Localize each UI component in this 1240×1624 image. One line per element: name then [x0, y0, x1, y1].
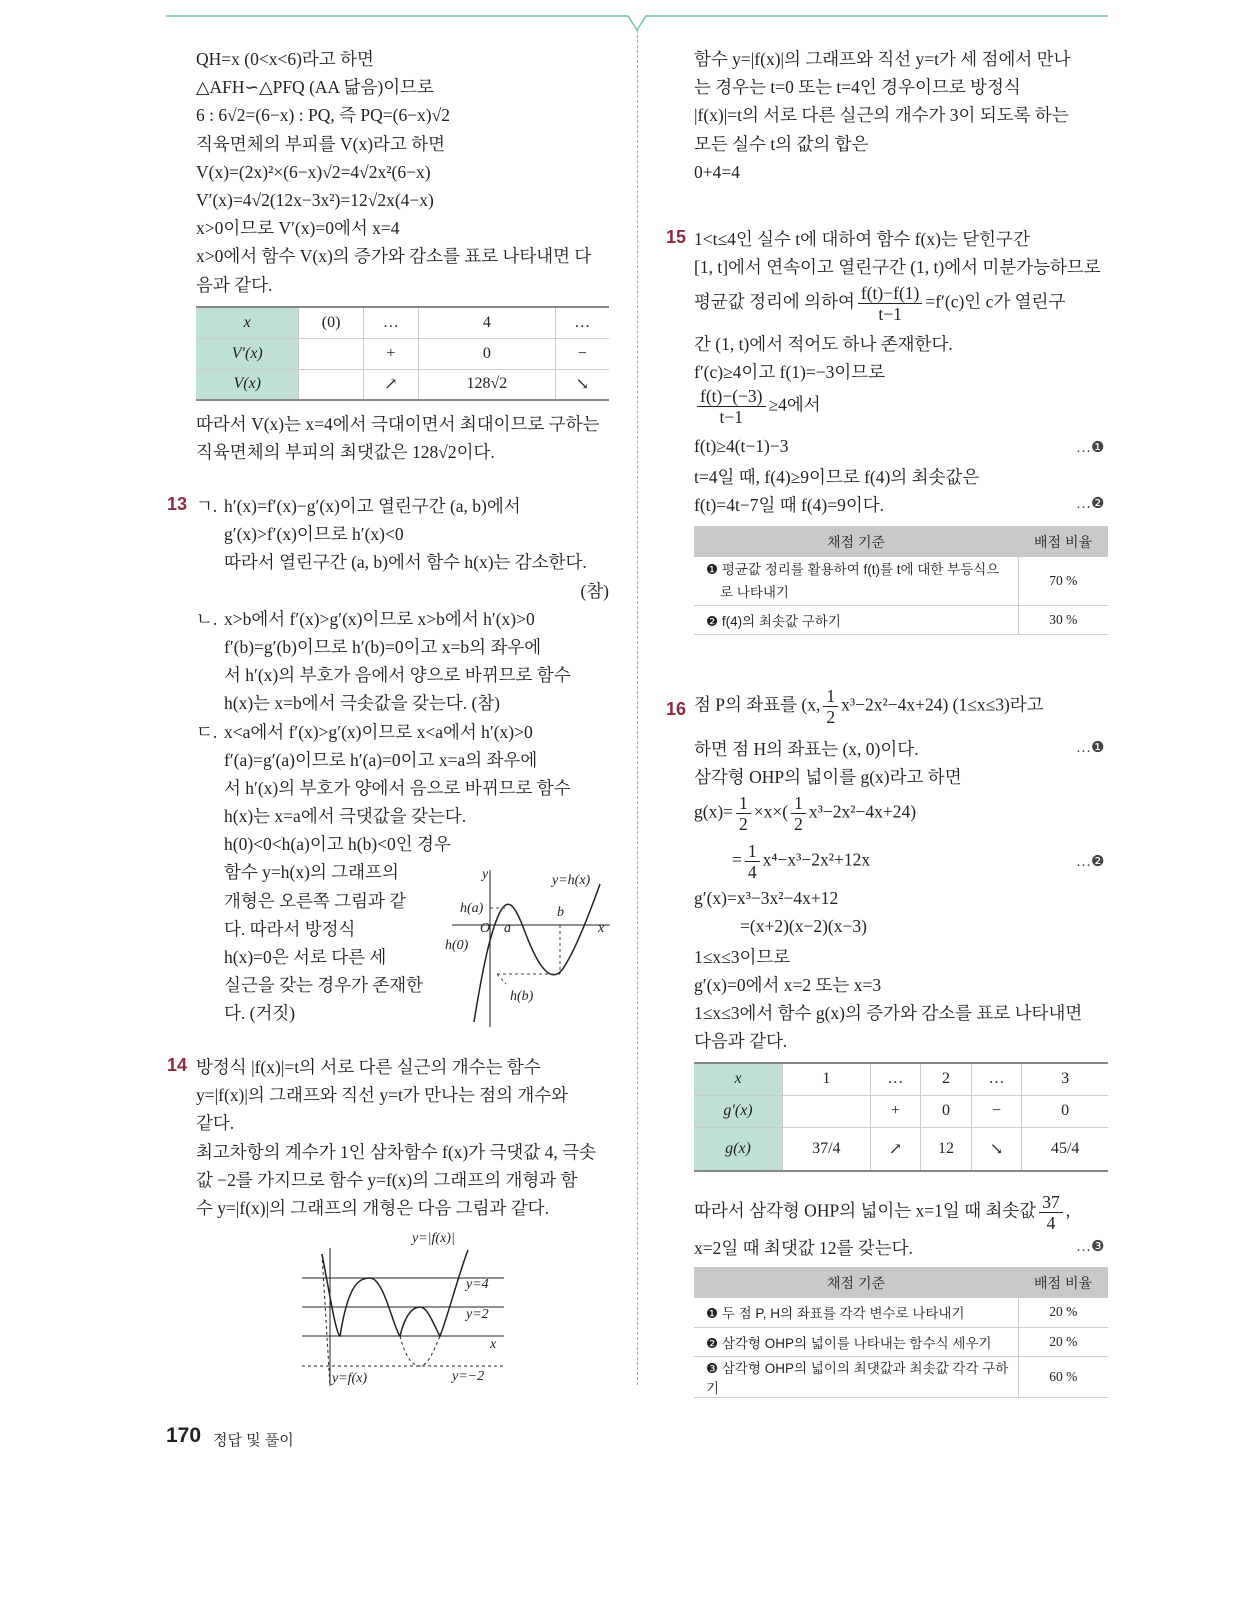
text-line: 수 y=|f(x)|의 그래프의 개형은 다음 그림과 같다.	[196, 1197, 549, 1218]
line: 하면 점 H의 좌표는 (x, 0)이다.	[694, 739, 919, 759]
text: =f′(c)인 c가 열린구	[925, 291, 1066, 312]
ratio-cell: 30 %	[1018, 605, 1108, 634]
ratio-cell: 20 %	[1018, 1298, 1108, 1327]
text-line: 음과 같다.	[196, 274, 273, 295]
sign-table-g	[694, 1062, 1108, 1172]
numerator: 1	[736, 793, 751, 814]
step-marker-2: …❷	[1076, 854, 1105, 870]
denominator: 2	[739, 814, 748, 834]
table-cell: 0	[419, 338, 555, 369]
numerator: 1	[823, 686, 838, 707]
table-cell	[299, 369, 363, 400]
table-cell: 2	[921, 1063, 972, 1095]
line: =(x+2)(x−2)(x−3)	[740, 916, 867, 936]
problem-number-16: 16	[666, 699, 687, 719]
line: 1<t≤4인 실수 t에 대하여 함수 f(x)는 닫힌구간	[694, 229, 1030, 249]
line: 1≤x≤3이므로	[694, 947, 791, 967]
numerator: f(t)−(−3)	[697, 386, 766, 407]
text-line: x>0이므로 V′(x)=0에서 x=4	[196, 218, 400, 239]
section-title: 정답 및 풀이	[213, 1432, 294, 1449]
graph-h	[440, 862, 615, 1030]
grading-table-16	[694, 1267, 1108, 1398]
text: ,	[1065, 1200, 1071, 1221]
table-row	[694, 1127, 1108, 1171]
denominator: t−1	[878, 304, 902, 324]
ym2-label: y=−2	[452, 1369, 485, 1384]
text-line: QH=x (0<x<6)라고 하면	[196, 49, 374, 69]
line: 다. (거짓)	[224, 1003, 296, 1024]
area-expanded-line	[732, 841, 870, 882]
line: g′(x)>f′(x)이므로 h′(x)<0	[224, 524, 404, 545]
ratio-cell: 70 %	[1018, 557, 1108, 605]
problem-number-13: 13	[167, 494, 188, 514]
table-row	[196, 369, 609, 400]
ratio-cell: 60 %	[1018, 1356, 1108, 1397]
y2-label: y=2	[466, 1307, 489, 1322]
line: h(x)=0은 서로 다른 세	[224, 947, 387, 967]
line: 따라서 열린구간 (a, b)에서 함수 h(x)는 감소한다.	[224, 552, 587, 573]
table-cell: 0	[1022, 1095, 1108, 1127]
line: g′(x)=0에서 x=2 또는 x=3	[694, 975, 882, 995]
table-cell: 3	[1022, 1063, 1108, 1095]
line: h′(x)=f′(x)−g′(x)이고 열린구간 (a, b)에서	[224, 496, 521, 516]
row-header: x	[196, 307, 299, 338]
line: x<a에서 f′(x)>g′(x)이므로 x<a에서 h′(x)>0	[224, 721, 533, 742]
table-cell: 0	[921, 1095, 972, 1127]
numerator: f(t)−f(1)	[858, 283, 922, 304]
line: h(0)<0<h(a)이고 h(b)<0인 경우	[224, 834, 451, 855]
table-cell	[299, 338, 363, 369]
text: =	[732, 849, 742, 870]
table-cell: (0)	[299, 307, 363, 338]
hb-label: h(b)	[510, 989, 534, 1004]
fraction	[858, 283, 922, 324]
table-cell: 12	[921, 1127, 972, 1171]
line: f(t)≥4(t−1)−3	[694, 436, 789, 456]
text: x⁴−x³−2x²+12x	[762, 849, 871, 870]
fraction	[697, 386, 766, 427]
table-row	[694, 1095, 1108, 1127]
b-label: b	[557, 905, 564, 920]
text-line: |f(x)|=t의 서로 다른 실근의 개수가 3이 되도록 하는	[694, 105, 1069, 126]
table-cell: ↘	[555, 369, 609, 400]
step-marker-1: …❶	[1076, 740, 1105, 756]
text-line: V′(x)=4√2(12x−3x²)=12√2x(4−x)	[196, 189, 434, 210]
numerator: 1	[745, 841, 760, 862]
text-line: y=|f(x)|의 그래프와 직선 y=t가 만나는 점의 개수와	[196, 1085, 569, 1106]
text: 평균값 정리에 의하여	[694, 291, 855, 312]
conclusion-text	[196, 410, 599, 466]
text: ×x×(	[753, 801, 789, 822]
marker-giyeok: ㄱ.	[196, 496, 218, 516]
conclusion-line	[694, 1192, 1070, 1233]
line: 다. 따라서 방정식	[224, 918, 356, 939]
intro-text	[196, 45, 591, 299]
marker-nieun: ㄴ.	[196, 608, 218, 629]
ratio-cell: 20 %	[1018, 1327, 1108, 1356]
line: f′(c)≥4이고 f(1)=−3이므로	[694, 362, 886, 382]
text: 로 나타내기	[720, 584, 789, 600]
origin-label: O	[480, 921, 491, 936]
header-criteria: 채점 기준	[694, 526, 1018, 557]
inequality-line	[694, 386, 821, 427]
table-cell: 128√2	[419, 369, 555, 400]
header-ratio: 배점 비율	[1018, 1267, 1108, 1298]
line: 함수 y=h(x)의 그래프의	[224, 862, 399, 883]
curve-label: y=h(x)	[552, 873, 591, 888]
line: 다음과 같다.	[694, 1031, 788, 1051]
line: 개형은 오른쪽 그림과 같	[224, 890, 407, 911]
q14-continued-text	[694, 45, 1070, 186]
line: 삼각형 OHP의 넓이를 g(x)라고 하면	[694, 767, 962, 787]
numerator: 1	[791, 793, 806, 814]
header-ratio: 배점 비율	[1018, 526, 1108, 557]
marker-digeut: ㄷ.	[196, 721, 218, 742]
table-cell: …	[363, 307, 419, 338]
fraction	[823, 686, 838, 727]
line: 서 h′(x)의 부호가 음에서 양으로 바뀌므로 함수	[224, 665, 571, 686]
step-marker-3: …❸	[1076, 1239, 1105, 1255]
line: 실근을 갖는 경우가 존재한	[224, 975, 424, 996]
criteria-cell	[694, 557, 1018, 605]
table-cell: ↘	[971, 1127, 1022, 1171]
step-marker-2: …❷	[1076, 496, 1105, 512]
mvt-line	[694, 283, 1065, 324]
graph-abs-f	[296, 1226, 511, 1391]
table-cell: +	[870, 1095, 921, 1127]
denominator: 4	[1046, 1213, 1056, 1233]
numerator: 37	[1039, 1192, 1063, 1213]
table-cell: 45/4	[1022, 1127, 1108, 1171]
row-header: g(x)	[694, 1127, 783, 1171]
sign-table-v	[196, 306, 609, 401]
problem-number-15: 15	[666, 227, 687, 247]
text: g(x)=	[694, 801, 734, 822]
page-number: 170	[166, 1424, 202, 1447]
row-header: V(x)	[196, 369, 299, 400]
f-label: y=f(x)	[332, 1371, 368, 1386]
line: x=2일 때 최댓값 12를 갖는다.	[694, 1238, 913, 1258]
ha-label: h(a)	[460, 901, 484, 916]
criteria-cell: ❸ 삼각형 OHP의 넓이의 최댓값과 최솟값 각각 구하기	[694, 1356, 1018, 1397]
text-line: 따라서 V(x)는 x=4에서 극대이면서 최대이므로 구하는	[196, 414, 600, 434]
fraction	[736, 793, 751, 834]
text-line: 6 : 6√2=(6−x) : PQ, 즉 PQ=(6−x)√2	[196, 105, 450, 126]
line: f′(b)=g′(b)이므로 h′(b)=0이고 x=b의 좌우에	[224, 636, 542, 657]
text-line: x>0에서 함수 V(x)의 증가와 감소를 표로 나타내면 다	[196, 246, 592, 267]
criteria-cell: ❷ f(4)의 최솟값 구하기	[694, 605, 1018, 634]
line: f(t)=4t−7일 때 f(4)=9이다.	[694, 495, 885, 515]
fraction	[791, 793, 806, 834]
table-row	[694, 1063, 1108, 1095]
text: (x,	[801, 694, 821, 715]
table-cell: 37/4	[783, 1127, 871, 1171]
column-divider	[637, 30, 638, 1385]
area-formula-line	[694, 793, 916, 834]
text-line: 는 경우는 t=0 또는 t=4인 경우이므로 방정식	[694, 77, 1021, 98]
text: ❶ 평균값 정리를 활용하여 f(t)를 t에 대한 부등식으	[706, 561, 1000, 577]
a-label: a	[504, 921, 511, 936]
table-cell: ↗	[363, 369, 419, 400]
y4-label: y=4	[466, 1277, 489, 1292]
denominator: t−1	[719, 407, 743, 427]
text-line: 모든 실수 t의 값의 합은	[694, 133, 869, 154]
line: f′(a)=g′(a)이므로 h′(a)=0이고 x=a의 좌우에	[224, 749, 538, 770]
table-cell: …	[971, 1063, 1022, 1095]
problem-14-text	[196, 1053, 596, 1222]
text: x³−2x²−4x+24)	[841, 694, 949, 715]
text: x³−2x²−4x+24)	[808, 801, 917, 822]
row-header: g′(x)	[694, 1095, 783, 1127]
problem-number-14: 14	[167, 1055, 188, 1075]
table-cell: ↗	[870, 1127, 921, 1171]
abs-f-label: y=|f(x)|	[412, 1231, 455, 1246]
text: ≥4에서	[768, 394, 821, 415]
line: t=4일 때, f(4)≥9이므로 f(4)의 최솟값은	[694, 467, 980, 487]
text-line: 직육면체의 부피의 최댓값은 128√2이다.	[196, 442, 495, 463]
table-cell	[783, 1095, 871, 1127]
text-line: △AFH∽△PFQ (AA 닮음)이므로	[196, 77, 434, 98]
row-header: x	[694, 1063, 783, 1095]
grading-table-15	[694, 526, 1108, 635]
table-cell: …	[870, 1063, 921, 1095]
criteria-cell: ❷ 삼각형 OHP의 넓이를 나타내는 함수식 세우기	[694, 1327, 1018, 1356]
text: 점 P의 좌표를	[694, 694, 798, 715]
text-line: 방정식 |f(x)|=t의 서로 다른 실근의 개수는 함수	[196, 1057, 541, 1077]
line: h(x)는 x=a에서 극댓값을 갖는다.	[224, 806, 467, 827]
header-criteria: 채점 기준	[694, 1267, 1018, 1298]
table-cell: −	[555, 338, 609, 369]
h0-label: h(0)	[445, 938, 469, 953]
line: 1≤x≤3에서 함수 g(x)의 증가와 감소를 표로 나타내면	[694, 1003, 1083, 1023]
table-cell: …	[555, 307, 609, 338]
denominator: 2	[826, 707, 836, 727]
line: (참)	[580, 580, 609, 601]
text-line: V(x)=(2x)²×(6−x)√2=4√2x²(6−x)	[196, 161, 431, 182]
point-p-line	[694, 686, 1044, 727]
y-label: y	[482, 867, 489, 882]
table-cell: 1	[783, 1063, 871, 1095]
text-line: 직육면체의 부피를 V(x)라고 하면	[196, 133, 446, 154]
fraction	[1039, 1192, 1063, 1233]
line: h(x)는 x=b에서 극솟값을 갖는다. (참)	[224, 693, 501, 714]
text-line: 함수 y=|f(x)|의 그래프와 직선 y=t가 세 점에서 만나	[694, 49, 1071, 69]
text-line: 최고차항의 계수가 1인 삼차함수 f(x)가 극댓값 4, 극솟	[196, 1141, 596, 1162]
curve-h	[474, 884, 600, 1022]
text: (1≤x≤3)라고	[952, 694, 1044, 715]
line: 간 (1, t)에서 적어도 하나 존재한다.	[694, 334, 953, 354]
table-cell: −	[971, 1095, 1022, 1127]
step-marker-1: …❶	[1076, 440, 1105, 456]
line: 서 h′(x)의 부호가 양에서 음으로 바뀌므로 함수	[224, 777, 571, 798]
line: [1, t]에서 연속이고 열린구간 (1, t)에서 미분가능하므로	[694, 257, 1101, 277]
table-cell: +	[363, 338, 419, 369]
criteria-cell: ❶ 두 점 P, H의 좌표를 각각 변수로 나타내기	[694, 1298, 1018, 1327]
x-label: x	[598, 921, 605, 936]
table-row	[196, 338, 609, 369]
line: x>b에서 f′(x)>g′(x)이므로 x>b에서 h′(x)>0	[224, 608, 535, 629]
text-line: 같다.	[196, 1113, 235, 1134]
row-header: V′(x)	[196, 338, 299, 369]
table-cell: 4	[419, 307, 555, 338]
denominator: 2	[794, 814, 803, 834]
text-line: 값 −2를 가지므로 함수 y=f(x)의 그래프의 개형과 함	[196, 1169, 578, 1190]
fraction	[745, 841, 760, 882]
denominator: 4	[747, 862, 757, 882]
x-label: x	[490, 1337, 497, 1352]
curve-abs-f	[322, 1250, 468, 1336]
table-row	[196, 307, 609, 338]
line: g′(x)=x³−3x²−4x+12	[694, 888, 839, 908]
text-line: 0+4=4	[694, 161, 740, 182]
text: 따라서 삼각형 OHP의 넓이는 x=1일 때 최솟값	[694, 1200, 1037, 1221]
